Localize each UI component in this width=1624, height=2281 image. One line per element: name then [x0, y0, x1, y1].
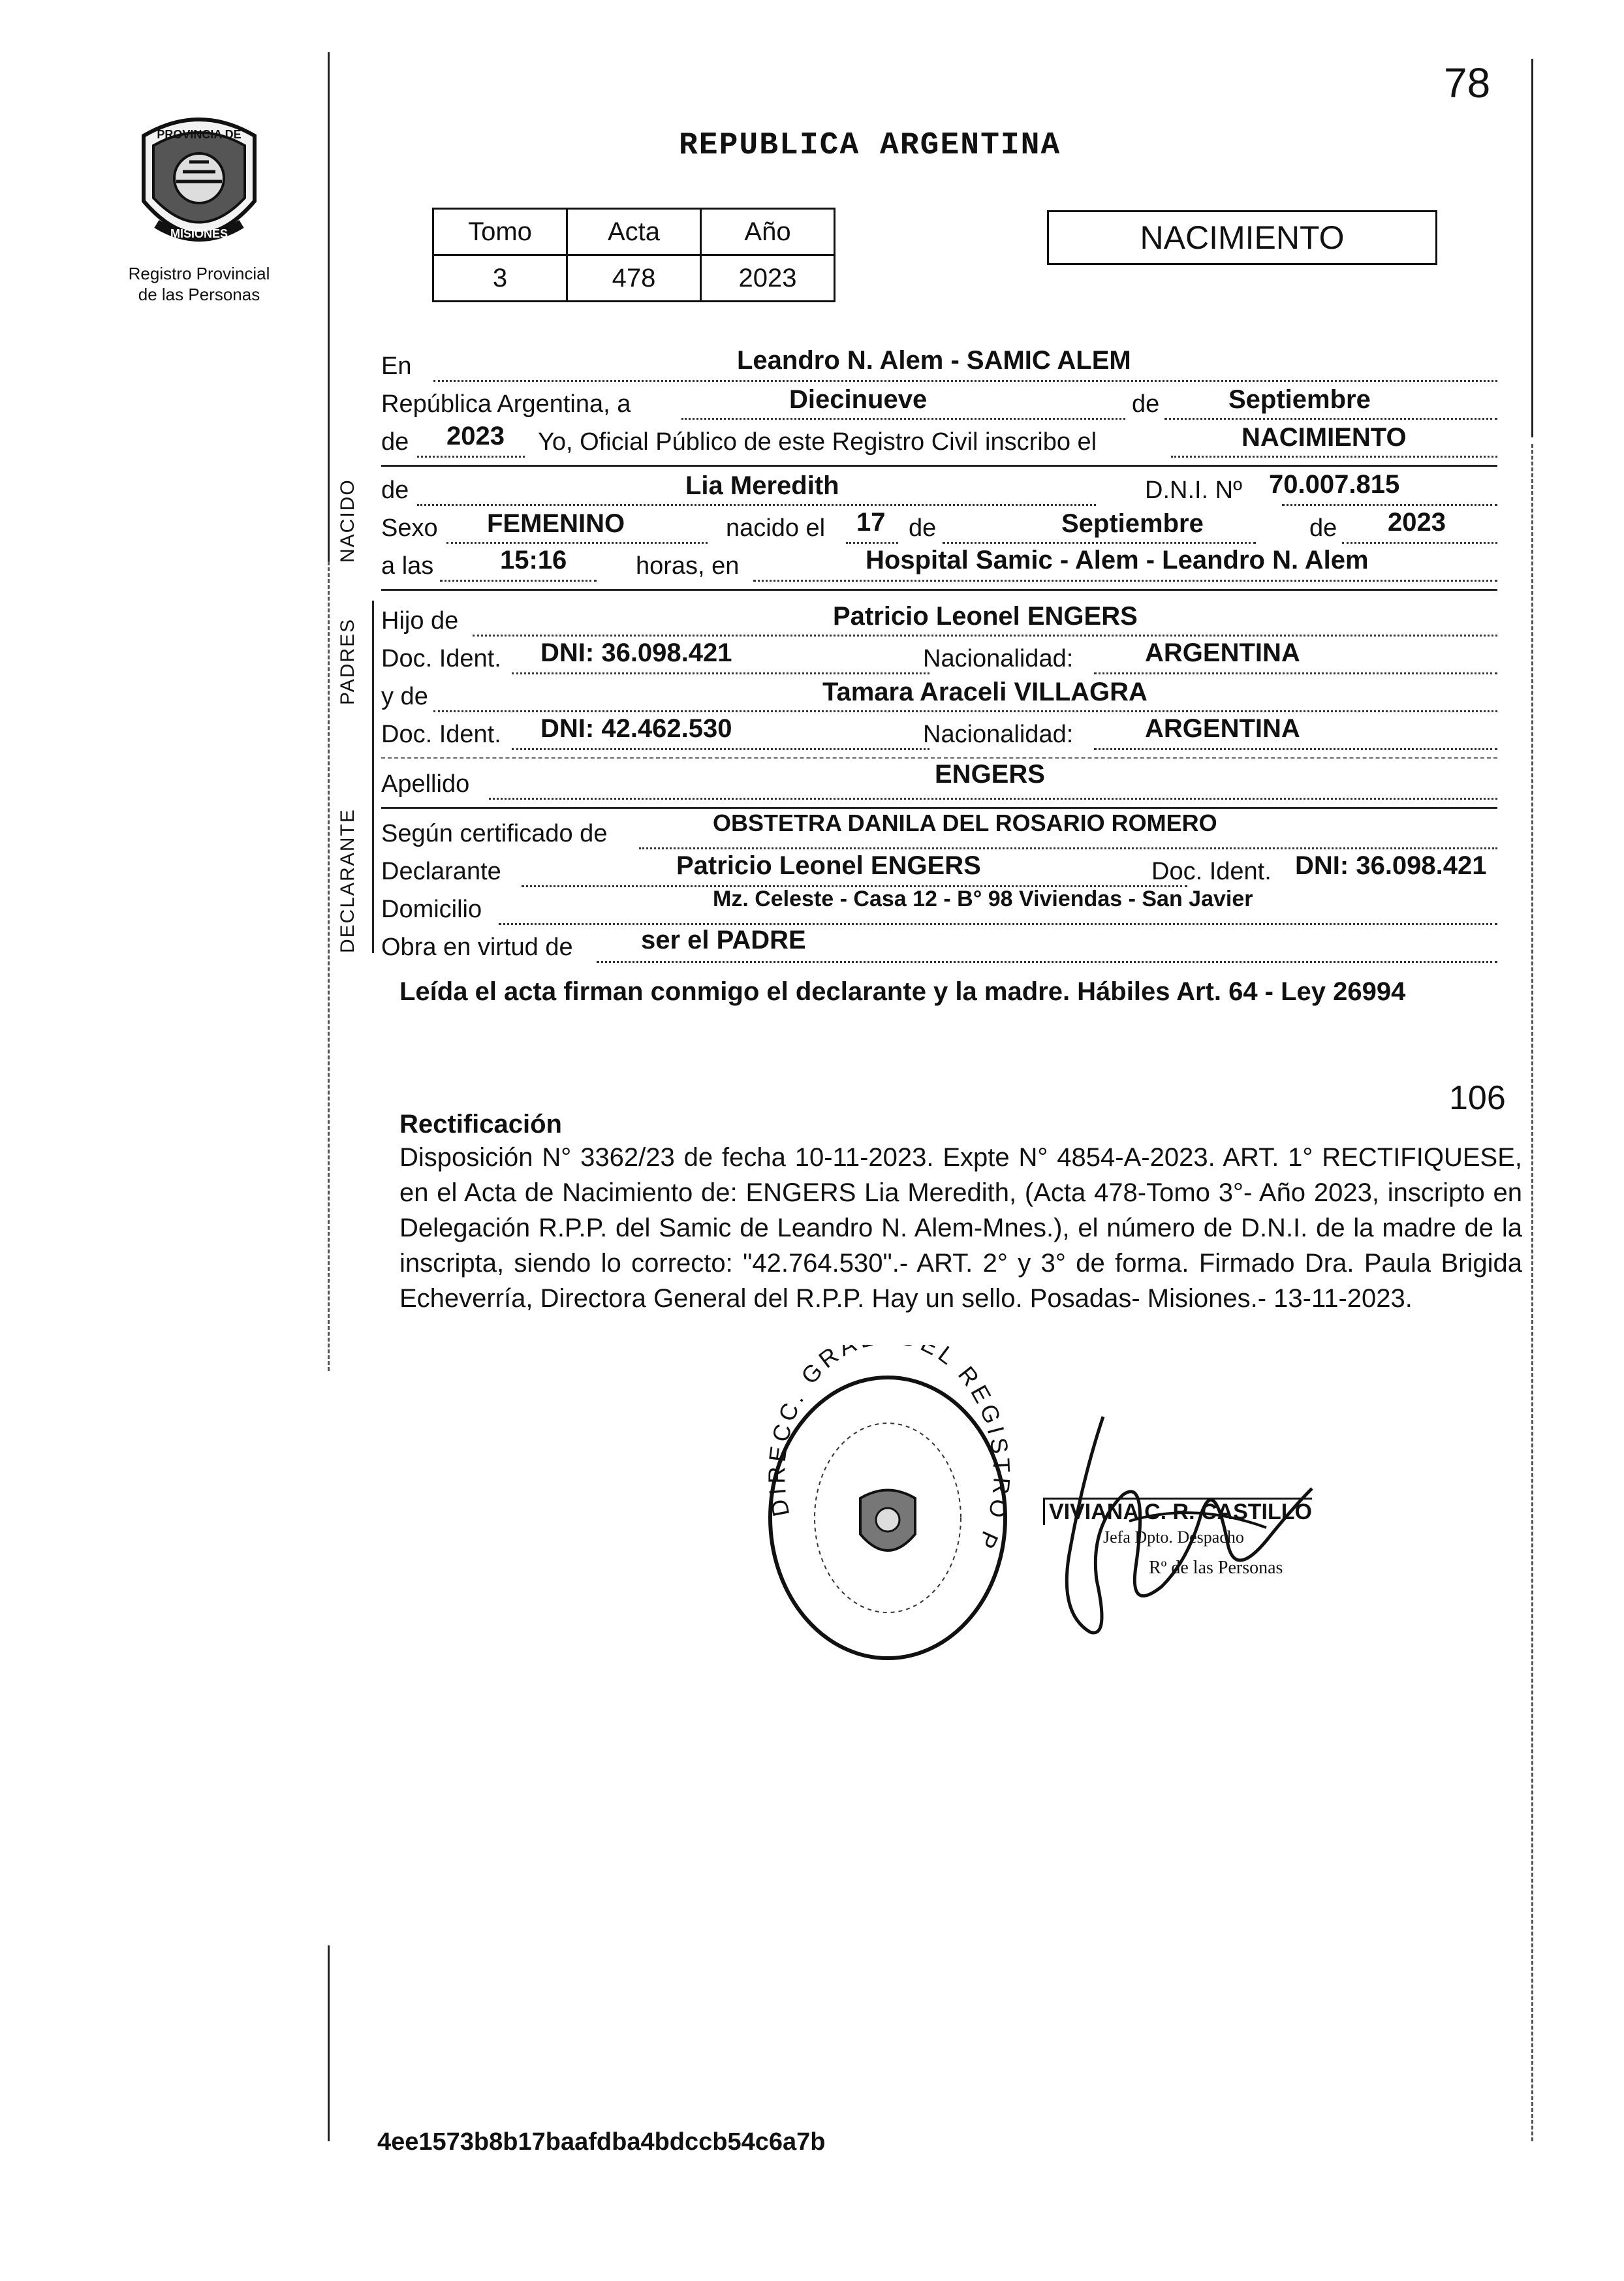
label-madre-doc: Doc. Ident.: [381, 721, 501, 748]
page-number: 78: [1444, 59, 1491, 106]
value-lugar: Leandro N. Alem - SAMIC ALEM: [737, 346, 1131, 375]
value-mes: Septiembre: [1228, 385, 1371, 414]
label-declarante-doc: Doc. Ident.: [1151, 858, 1272, 885]
label-domicilio: Domicilio: [381, 896, 482, 923]
registry-name-line1: Registro Provincial: [128, 264, 270, 283]
label-de-nac-anio: de: [1309, 514, 1337, 542]
country-title: REPUBLICA ARGENTINA: [679, 128, 1061, 163]
table-header-acta: Acta: [567, 209, 701, 255]
label-segun: Según certificado de: [381, 820, 608, 847]
value-domicilio: Mz. Celeste - Casa 12 - B° 98 Viviendas - San Javier: [713, 887, 1253, 911]
label-apellido: Apellido: [381, 770, 470, 798]
record-table: [432, 208, 835, 302]
registry-name-line2: de las Personas: [138, 285, 260, 304]
row-obra: [381, 926, 1497, 971]
value-virtud: ser el PADRE: [641, 926, 806, 954]
value-padre-nac: ARGENTINA: [1145, 638, 1300, 667]
divider-2: [381, 589, 1497, 591]
row-domicilio: [381, 887, 1497, 934]
left-margin-line-lower: [328, 1945, 330, 2141]
value-nombre: Lia Meredith: [685, 471, 839, 500]
side-label-declarante: DECLARANTE: [337, 808, 358, 953]
doc-type-box: [1047, 210, 1437, 265]
label-padre-nacionalidad: Nacionalidad:: [923, 645, 1074, 672]
divider-1: [381, 465, 1497, 467]
label-madre-nacionalidad: Nacionalidad:: [923, 721, 1074, 748]
document-hash: 4ee1573b8b17baafdba4bdccb54c6a7b: [377, 2128, 826, 2156]
value-dni: 70.007.815: [1269, 470, 1400, 499]
official-stamp: [744, 1345, 1018, 1665]
label-dni-no: D.N.I. Nº: [1145, 477, 1242, 504]
section-divider: [372, 601, 374, 953]
label-horas-en: horas, en: [636, 552, 740, 580]
value-padre-dni: DNI: 36.098.421: [540, 638, 732, 667]
side-label-padres: PADRES: [337, 618, 358, 705]
value-lugar-nac: Hospital Samic - Alem - Leandro N. Alem: [866, 546, 1369, 574]
label-y-de: y de: [381, 683, 428, 710]
divider-4: [381, 807, 1497, 809]
rectificacion-body: Disposición N° 3362/23 de fecha 10-11-2023. Expte N° 4854-A-2023. ART. 1° RECTIFIQUESE, en el Acta de Nacimiento de: ENGERS Lia Meredith, (Acta 478-Tomo 3°- Año 2023, inscripto en Delegación R.P.P. del Samic de Leandro N. Alem-Mnes.), el número de D.N.I. de la madre de la inscripta, siendo lo correcto: "42.764.530".- ART. 2° y 3° de forma. Firmado Dra. Paula Brigida Echeverría, Directora General del R.P.P. Hay un sello. Posadas- Misiones.- 13-11-2023.: [399, 1143, 1522, 1313]
svg-text:DIRECC. GRAL. DEL REGISTRO PRO: DIRECC. GRA EL REGISTRO P: [763, 1345, 1016, 1556]
value-declarante-dni: DNI: 36.098.421: [1295, 851, 1487, 880]
signature-name: VIVIANA C. R. CASTILLO: [1043, 1498, 1312, 1525]
row-apellido: [381, 760, 1497, 808]
value-nac-anio: 2023: [1388, 508, 1446, 537]
label-yo: Yo, Oficial Público de este Registro Civil inscribo el: [538, 428, 1097, 456]
value-declarante: Patricio Leonel ENGERS: [676, 851, 981, 880]
rectificacion-title: Rectificación: [399, 1110, 562, 1139]
left-margin-line: [328, 52, 330, 561]
table-header-anio: Año: [701, 209, 835, 255]
label-de-nombre: de: [381, 477, 409, 504]
table-value-anio: 2023: [701, 255, 835, 302]
row-hora: [381, 546, 1497, 590]
label-de-anio: de: [381, 428, 409, 456]
value-certificado: OBSTETRA DANILA DEL ROSARIO ROMERO: [713, 810, 1217, 836]
label-en: En: [381, 353, 412, 380]
closing-statement: Leída el acta firman conmigo el declarante y la madre. Hábiles Art. 64 - Ley 26994: [399, 977, 1406, 1006]
label-declarante: Declarante: [381, 858, 501, 885]
side-label-nacido: NACIDO: [337, 479, 358, 563]
signature-line3: Rº de las Personas: [1149, 1558, 1283, 1578]
label-hijo-de: Hijo de: [381, 607, 459, 635]
left-margin-dash: [328, 561, 330, 1371]
value-sexo: FEMENINO: [487, 509, 625, 538]
divider-3: [381, 757, 1497, 759]
value-acto: NACIMIENTO: [1241, 423, 1407, 452]
rectificacion-number: 106: [1449, 1079, 1506, 1117]
row-madre-doc: [381, 714, 1497, 759]
value-madre-nac: ARGENTINA: [1145, 714, 1300, 743]
label-sexo: Sexo: [381, 514, 438, 542]
value-hora: 15:16: [500, 546, 567, 574]
province-emblem: [131, 110, 268, 260]
table-header-tomo: Tomo: [433, 209, 567, 255]
doc-type-label: NACIMIENTO: [1140, 219, 1345, 256]
label-republica: República Argentina, a: [381, 390, 631, 418]
label-nacido-el: nacido el: [726, 514, 826, 542]
signature-line2: Jefa Dpto. Despacho: [1103, 1528, 1244, 1547]
value-nac-dia: 17: [856, 508, 886, 537]
value-apellido: ENGERS: [935, 760, 1045, 789]
label-a-las: a las: [381, 552, 434, 580]
row-anio: [381, 422, 1497, 466]
label-padre-doc: Doc. Ident.: [381, 645, 501, 672]
value-nac-mes: Septiembre: [1061, 509, 1204, 538]
value-dia: Diecinueve: [789, 385, 928, 414]
svg-text:MISIONES: MISIONES: [170, 227, 228, 240]
value-padre: Patricio Leonel ENGERS: [833, 602, 1138, 631]
value-madre-dni: DNI: 42.462.530: [540, 714, 732, 743]
svg-text:PROVINCIA DE: PROVINCIA DE: [157, 128, 242, 141]
label-de-mes: de: [1132, 390, 1160, 418]
value-anio: 2023: [446, 422, 505, 450]
right-margin-line: [1531, 59, 1533, 437]
table-value-tomo: 3: [433, 255, 567, 302]
table-value-acta: 478: [567, 255, 701, 302]
label-obra: Obra en virtud de: [381, 934, 573, 961]
value-madre: Tamara Araceli VILLAGRA: [822, 678, 1148, 706]
label-de-nac-mes: de: [909, 514, 937, 542]
right-margin-dash: [1531, 444, 1533, 2141]
